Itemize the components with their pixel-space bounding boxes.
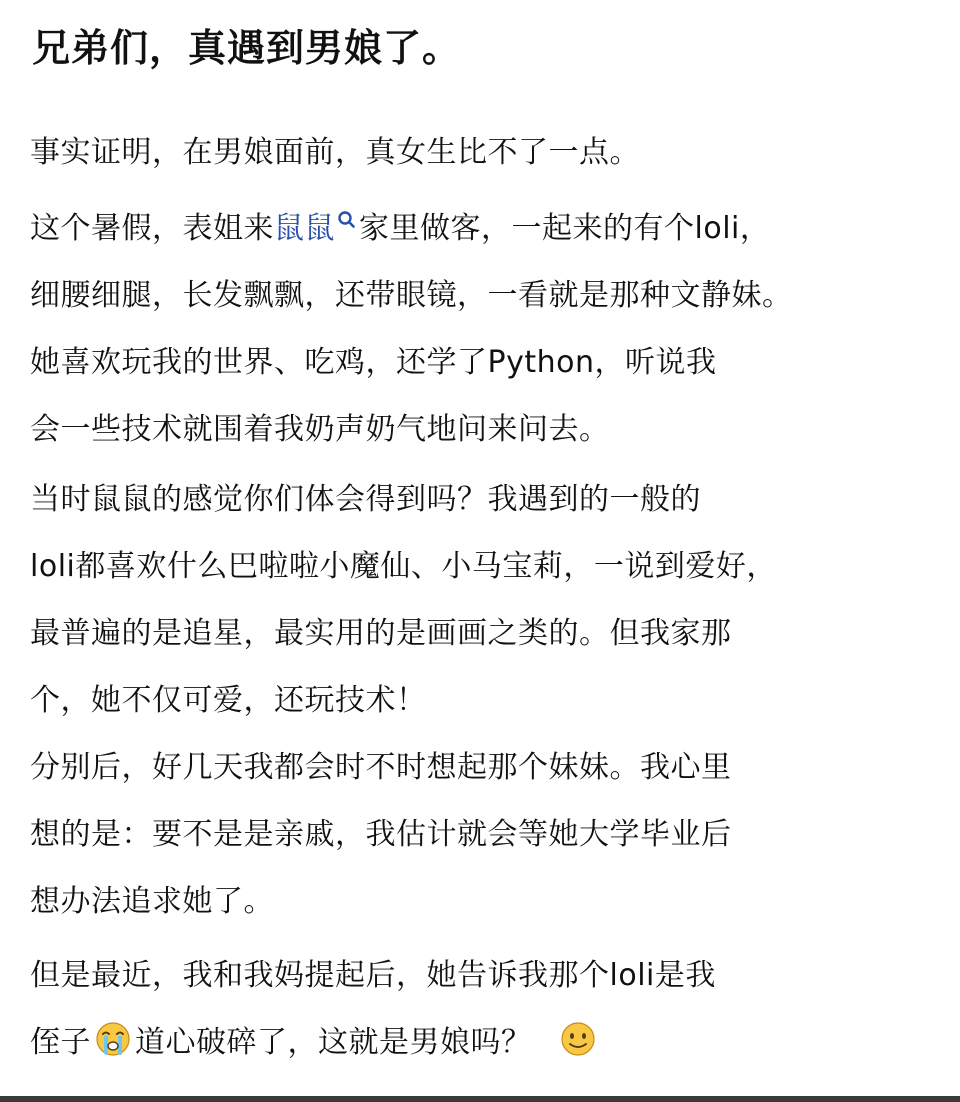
paragraph-2-line-3: 她喜欢玩我的世界、吃鸡，还学了Python，听说我 <box>30 345 717 380</box>
paragraph-1 <box>30 121 950 188</box>
paragraph-4-line-2: 想的是：要不是是亲戚，我估计就会等她大学毕业后 <box>30 817 732 852</box>
paragraph-4 <box>30 736 950 937</box>
paragraph-2 <box>30 197 950 465</box>
paragraph-2-line-4: 会一些技术就围着我奶声奶气地问来问去。 <box>30 412 610 447</box>
paragraph-5-line-2 <box>30 1011 950 1078</box>
paragraph-3 <box>30 468 950 736</box>
bottom-divider <box>0 1096 960 1102</box>
text-segment: 家里做客，一起来的有个loli， <box>359 211 771 246</box>
paragraph-3-line-4: 个，她不仅可爱，还玩技术！ <box>30 683 427 718</box>
post-title: 兄弟们，真遇到男娘了。 <box>32 26 462 70</box>
crying-emoji-icon <box>93 1018 133 1058</box>
smile-emoji-icon <box>558 1018 598 1058</box>
paragraph-3-line-2: loli都喜欢什么巴啦啦小魔仙、小马宝莉，一说到爱好， <box>30 549 777 584</box>
paragraph-4-line-1: 分别后，好几天我都会时不时想起那个妹妹。我心里 <box>30 750 732 785</box>
paragraph-5 <box>30 944 950 1078</box>
paragraph-1-line-1: 事实证明，在男娘面前，真女生比不了一点。 <box>30 135 640 170</box>
paragraph-2-line-1 <box>30 197 950 264</box>
search-link-shushu[interactable]: 鼠鼠 <box>274 211 335 246</box>
paragraph-2-line-2: 细腰细腿，长发飘飘，还带眼镜，一看就是那种文静妹。 <box>30 278 793 313</box>
search-icon[interactable] <box>337 208 357 232</box>
paragraph-3-line-1: 当时鼠鼠的感觉你们体会得到吗？我遇到的一般的 <box>30 482 701 517</box>
text-segment: 道心破碎了，这就是男娘吗？ <box>135 1025 532 1060</box>
paragraph-3-line-3: 最普遍的是追星，最实用的是画画之类的。但我家那 <box>30 616 732 651</box>
text-segment: 侄子 <box>30 1025 91 1060</box>
text-segment: 这个暑假，表姐来 <box>30 211 274 246</box>
post-container <box>30 0 950 1060</box>
paragraph-4-line-3: 想办法追求她了。 <box>30 884 274 919</box>
paragraph-5-line-1: 但是最近，我和我妈提起后，她告诉我那个loli是我 <box>30 958 716 993</box>
